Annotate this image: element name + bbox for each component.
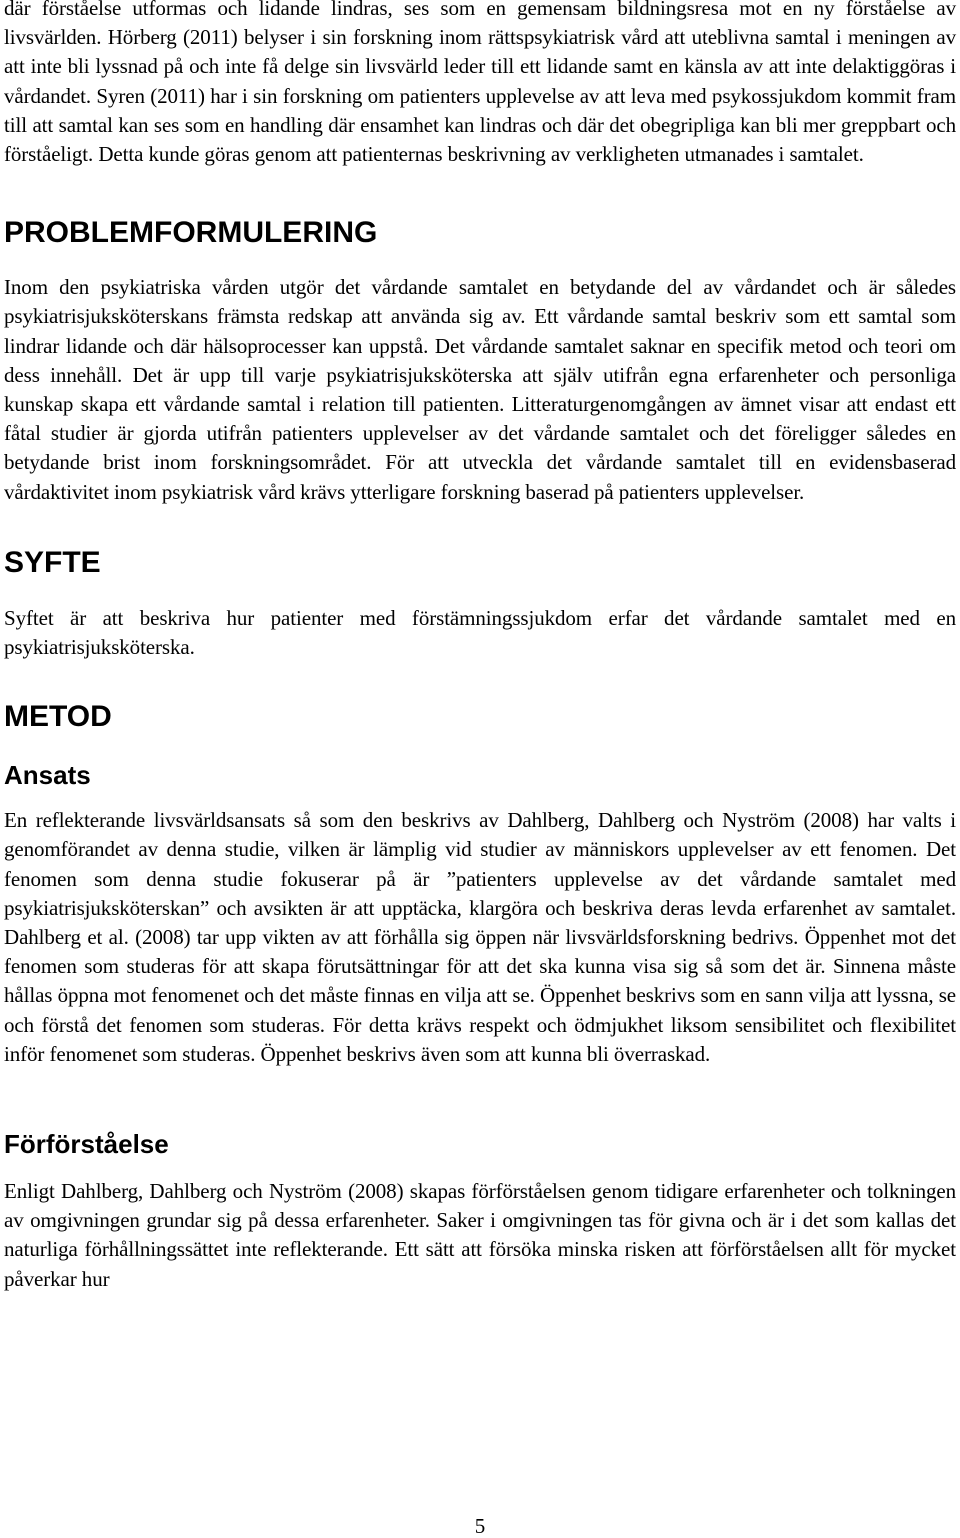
problemformulering-paragraph: Inom den psykiatriska vården utgör det vårdande samtalet en betydande del av vårdandet och är således psykiatrisjuksköterskans främsta redskap att använda sig av. Ett vårdande samtal beskriv som ett samtal som lindrar lidande och där hälsoprocesser kan uppstå. Det vårdande samtalet saknar en specifik metod och teori om dess innehåll. Det är upp till varje psykiatrisjuksköterska att själv utifrån egna erfarenheter och personliga kunskap skapa ett vårdande samtal i relation till patienten. Litteraturgenomgången av ämnet visar att endast ett fåtal studier är gjorda utifrån patienters upplevelser av det vårdande samtalet och det föreligger således en betydande brist inom forskningsområdet. För att utveckla det vårdande samtalet till en evidensbaserad vårdaktivitet inom psykiatrisk vård krävs ytterligare forskning baserad på patienters upplevelser. bbox=[4, 275, 956, 504]
syfte-heading: SYFTE bbox=[4, 545, 101, 579]
syfte-paragraph: Syftet är att beskriva hur patienter med förstämningssjukdom erfar det vårdande samtalet med en psykiatrisjuksköterska. bbox=[4, 605, 956, 660]
problemformulering-heading: PROBLEMFORMULERING bbox=[4, 216, 378, 250]
intro-paragraph: där förståelse utformas och lidande lindras, ses som en gemensam bildningsresa mot en ny förståelse av livsvärlden. Hörberg (2011) belyser i sin forskning inom rättspsykiatrisk vård att uteblivna samtal i meningen av att inte bli lyssnad på och inte få delge sin livsvärld leder till ett lidande samt en känsla av att inte delaktiggöras i vårdandet. Syren (2011) har i sin forskning om patienters upplevelse av att leva med psykossjukdom kommit fram till att samtal kan ses som en handling där ensamhet kan lindras och där det obegripliga kan bli mer greppbart och förståeligt. Detta kunde göras genom att patienternas beskrivning av verkligheten utmanades i samtalet. bbox=[4, 0, 956, 167]
ansats-paragraph: En reflekterande livsvärldsansats så som den beskrivs av Dahlberg, Dahlberg och Nyström (2008) har valts i genomförandet av denna studie, vilken är lämplig vid studier av människors upplevelser av ett fenomen. Det fenomen som denna studie fokuserar på är ”patienters upplevelse av det vårdande samtalet med psykiatrisjuksköterskan” och avsikten är att upptäcka, klargöra och beskriva deras levda erfarenhet av samtalet. Dahlberg et al. (2008) tar upp vikten av att förhålla sig öppen när livsvärldsforskning bedrivs. Öppenhet mot det fenomen som studeras för att skapa förutsättningar för att det ska kunna visa sig så som det är. Sinnena måste hållas öppna mot fenomenet och det måste finnas en vilja att se. Öppenhet beskrivs som en sann vilja att lyssna, se och förstå det fenomen som studeras. För detta krävs respekt och ödmjukhet liksom sensibilitet och flexibilitet inför fenomenet som studeras. Öppenhet beskrivs även som att kunna bli överraskad. bbox=[4, 808, 956, 1066]
ansats-heading: Ansats bbox=[4, 760, 91, 791]
metod-heading: METOD bbox=[4, 700, 112, 734]
forforstaelse-paragraph: Enligt Dahlberg, Dahlberg och Nyström (2008) skapas förförståelsen genom tidigare erfarenheter och tolkningen av omgivningen grundar sig på dessa erfarenheter. Saker i omgivningen tas för givna och är i det som kallas det naturliga förhållningssättet inte reflekterande. Ett sätt att försöka minska risken att förförståelsen allt för mycket påverkar hur bbox=[4, 1179, 956, 1291]
page-number: 5 bbox=[474, 1514, 486, 1538]
forforstaelse-heading: Förförståelse bbox=[4, 1129, 169, 1160]
